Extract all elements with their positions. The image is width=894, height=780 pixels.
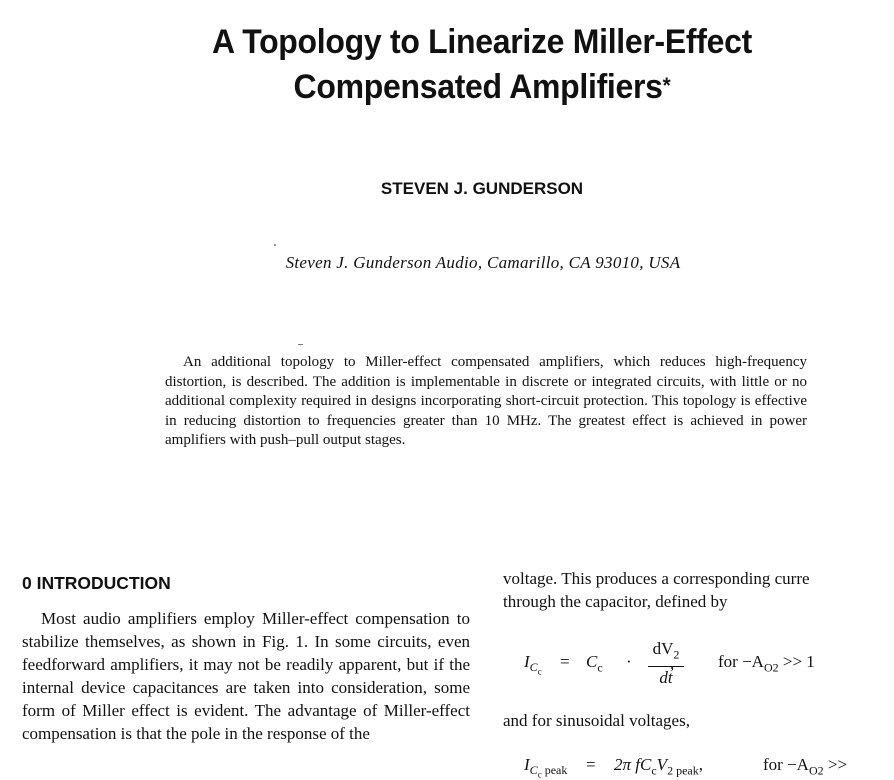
eq1-dot: · [626,652,632,671]
eq1-equals: = [560,652,570,671]
title-line-2 [29,65,894,110]
title-footnote-mark: * [662,73,671,98]
paper-title [29,20,894,110]
eq2-condition: for $-A_{O2}$ >> [763,755,848,778]
right-col-line-2: through the capacitor, defined by [503,592,728,611]
section-heading: 0 INTRODUCTION [22,573,171,593]
eq1-capacitance: $C_c$ [586,652,603,675]
eq2-lhs: $I_{C_c peak}$ [524,755,568,780]
scan-speck [298,344,303,345]
eq1-fraction [648,638,684,689]
eq1-comma: , [670,654,675,673]
abstract: An additional topology to Miller-effect compensated amplifiers, which reduces high-frequency distortion, is described. The addition is implementable in discrete or integrated circuits, with little or no additional complexity required in designs incorporating short-circuit protection. This topology is effective in reducing distortion to frequencies greater than 10 MHz. The greatest effect is achieved in power amplifiers with push–pull output stages. [165,354,807,448]
eq1-condition: for $-A_{O2} >> 1$ [718,652,815,675]
scan-speck [274,244,276,246]
right-column-text [503,567,894,613]
right-col-line-1: voltage. This produces a corresponding curre [503,569,810,588]
eq2-rhs: 2π $fC_cV_{2 peak}$, [614,755,703,778]
eq1-denominator: dt [659,668,673,688]
author-name: STEVEN J. GUNDERSON [380,179,584,198]
title-line-1: A Topology to Linearize Miller-Effect [211,23,753,61]
eq1-numerator: $dV_2$ [648,638,684,667]
right-col-line-3: and for sinusoidal voltages, [503,711,690,730]
title-line-2-text: Compensated Amplifiers [293,68,663,106]
eq2-equals: = [586,755,596,774]
eq1-lhs: $I_{C_c}$ [524,652,542,677]
equation-1 [520,638,894,688]
author-affiliation: Steven J. Gunderson Audio, Camarillo, CA 93010, USA [285,253,681,272]
intro-paragraph: Most audio amplifiers employ Miller-effect compensation to stabilize themselves, as shown in Fig. 1. In some circuits, even feedforward amplifiers, it may not be readily apparent, but if the internal device capacitances are taken into consideration, some form of Miller effect is evident. The advantage of Miller-effect compensation is that the pole in the response of the [22,609,470,743]
